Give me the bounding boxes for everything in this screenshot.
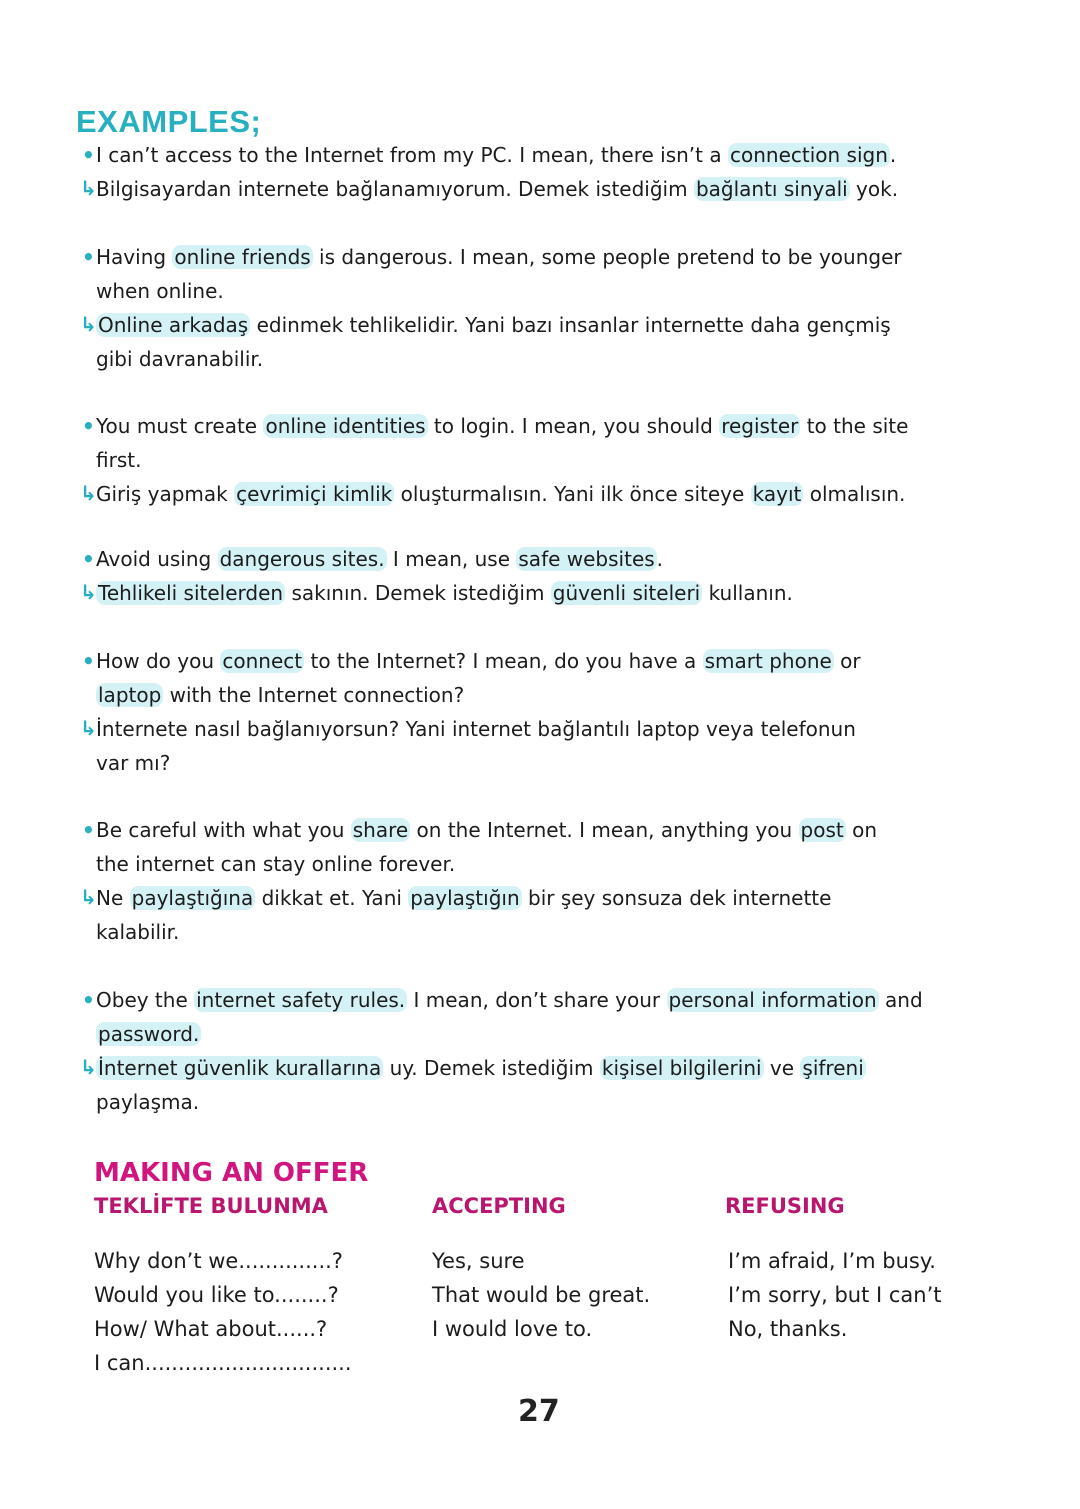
text-segment: uy. Demek istediğim <box>383 1056 600 1080</box>
column-heading-offer: TEKLİFTE BULUNMA <box>94 1194 328 1218</box>
highlighted-term: şifreni <box>802 1056 864 1080</box>
arrow-return-icon: ↳ <box>80 312 97 336</box>
phrase: I can............................... <box>94 1351 352 1375</box>
text-segment: dikkat et. Yani <box>255 886 409 910</box>
text-segment: You must create <box>96 414 264 438</box>
arrow-return-icon: ↳ <box>80 580 97 604</box>
highlighted-term: connection sign <box>729 143 888 167</box>
text-segment: the internet can stay online forever. <box>96 852 456 876</box>
turkish-translation-line <box>80 342 1020 376</box>
highlighted-term: personal information <box>668 988 877 1012</box>
highlighted-term: çevrimiçi kimlik <box>236 482 393 506</box>
turkish-translation-line <box>80 746 1020 780</box>
text-segment: when online. <box>96 279 224 303</box>
bullet-icon: • <box>82 414 95 438</box>
text-segment: on <box>845 818 877 842</box>
text-segment: first. <box>96 448 142 472</box>
highlighted-term: Online arkadaş <box>98 313 249 337</box>
highlighted-term: online friends <box>174 245 311 269</box>
text-segment: on the Internet. I mean, anything you <box>410 818 799 842</box>
text-segment: gibi davranabilir. <box>96 347 264 371</box>
text-segment: oluşturmalısın. Yani ilk önce siteye <box>394 482 751 506</box>
accepting-phrases <box>432 1244 650 1346</box>
making-offer-heading <box>94 1158 368 1188</box>
phrase: Would you like to........? <box>94 1283 339 1307</box>
highlighted-term: güvenli siteleri <box>552 581 701 605</box>
text-segment: sakının. Demek istediğim <box>285 581 551 605</box>
text-segment: I mean, use <box>386 547 517 571</box>
highlighted-term: register <box>721 414 799 438</box>
highlighted-term: laptop <box>98 683 162 707</box>
highlighted-term: online identities <box>265 414 426 438</box>
bullet-icon: • <box>82 143 95 167</box>
text-segment: kullanın. <box>702 581 793 605</box>
text-segment: Giriş yapmak <box>96 482 235 506</box>
text-segment: I can’t access to the Internet from my PC. I mean, there isn’t a <box>96 143 728 167</box>
refusing-phrases <box>728 1244 942 1346</box>
phrase: I’m sorry, but I can’t <box>728 1283 942 1307</box>
example-item <box>80 983 1020 1119</box>
highlighted-term: share <box>352 818 409 842</box>
text-segment: Obey the <box>96 988 195 1012</box>
english-sentence-line <box>80 409 1020 443</box>
highlighted-term: internet safety rules. <box>196 988 406 1012</box>
turkish-translation-line <box>80 1085 1020 1119</box>
english-sentence-line <box>80 274 1020 308</box>
example-item <box>80 644 1020 780</box>
text-segment: and <box>878 988 923 1012</box>
example-item <box>80 542 1020 610</box>
turkish-translation-line <box>80 172 1020 206</box>
arrow-return-icon: ↳ <box>80 481 97 505</box>
highlighted-term: dangerous sites. <box>219 547 385 571</box>
text-segment: Having <box>96 245 173 269</box>
turkish-translation-line <box>80 915 1020 949</box>
highlighted-term: paylaştığına <box>131 886 254 910</box>
text-segment: İnternete nasıl bağlanıyorsun? Yani internet bağlantılı laptop veya telefonun <box>96 717 856 741</box>
page-number: 27 <box>518 1394 560 1429</box>
highlighted-term: post <box>800 818 844 842</box>
text-segment: paylaşma. <box>96 1090 200 1114</box>
offer-title: MAKING AN OFFER <box>94 1158 369 1188</box>
phrase: Why don’t we..............? <box>94 1249 343 1273</box>
highlighted-term: kişisel bilgilerini <box>601 1056 762 1080</box>
text-segment: bir şey sonsuza dek internette <box>521 886 832 910</box>
turkish-translation-line <box>80 1051 1020 1085</box>
bullet-icon: • <box>82 649 95 673</box>
text-segment: kalabilir. <box>96 920 180 944</box>
highlighted-term: safe websites <box>518 547 655 571</box>
phrase: No, thanks. <box>728 1317 848 1341</box>
highlighted-term: password. <box>98 1022 200 1046</box>
phrase: I’m afraid, I’m busy. <box>728 1249 936 1273</box>
example-item <box>80 240 1020 376</box>
text-segment: edinmek tehlikelidir. Yani bazı insanlar internette daha gençmiş <box>250 313 891 337</box>
phrase: Yes, sure <box>432 1249 525 1273</box>
text-segment: Be careful with what you <box>96 818 351 842</box>
turkish-translation-line <box>80 712 1020 746</box>
turkish-translation-line <box>80 881 1020 915</box>
english-sentence-line <box>80 1017 1020 1051</box>
english-sentence-line <box>80 983 1020 1017</box>
turkish-translation-line <box>80 576 1020 610</box>
english-sentence-line <box>80 138 1020 172</box>
bullet-icon: • <box>82 988 95 1012</box>
highlighted-term: kayıt <box>752 482 802 506</box>
column-heading-refusing: REFUSING <box>725 1194 845 1218</box>
text-segment: to the Internet? I mean, do you have a <box>304 649 703 673</box>
text-segment: var mı? <box>96 751 171 775</box>
offer-phrases <box>94 1244 352 1380</box>
text-segment: or <box>833 649 861 673</box>
english-sentence-line <box>80 644 1020 678</box>
phrase: I would love to. <box>432 1317 593 1341</box>
arrow-return-icon: ↳ <box>80 176 97 200</box>
text-segment: with the Internet connection? <box>163 683 465 707</box>
text-segment: ve <box>763 1056 801 1080</box>
examples-title: EXAMPLES; <box>76 104 262 139</box>
english-sentence-line <box>80 240 1020 274</box>
column-heading-accepting: ACCEPTING <box>432 1194 566 1218</box>
highlighted-term: bağlantı sinyali <box>695 177 848 201</box>
turkish-translation-line <box>80 308 1020 342</box>
bullet-icon: • <box>82 818 95 842</box>
text-segment: How do you <box>96 649 221 673</box>
turkish-translation-line <box>80 477 1020 511</box>
text-segment: is dangerous. I mean, some people pretend to be younger <box>312 245 902 269</box>
text-segment: olmalısın. <box>803 482 906 506</box>
phrase: How/ What about......? <box>94 1317 328 1341</box>
english-sentence-line <box>80 813 1020 847</box>
text-segment: Avoid using <box>96 547 218 571</box>
english-sentence-line <box>80 542 1020 576</box>
english-sentence-line <box>80 678 1020 712</box>
arrow-return-icon: ↳ <box>80 885 97 909</box>
bullet-icon: • <box>82 245 95 269</box>
text-segment: . <box>889 143 897 167</box>
example-item <box>80 813 1020 949</box>
text-segment: to login. I mean, you should <box>427 414 720 438</box>
example-item <box>80 138 1020 206</box>
highlighted-term: Tehlikeli sitelerden <box>98 581 284 605</box>
text-segment: yok. <box>849 177 899 201</box>
text-segment: Ne <box>96 886 130 910</box>
text-segment: I mean, don’t share your <box>407 988 667 1012</box>
arrow-return-icon: ↳ <box>80 716 97 740</box>
english-sentence-line <box>80 443 1020 477</box>
highlighted-term: İnternet güvenlik kurallarına <box>98 1056 382 1080</box>
english-sentence-line <box>80 847 1020 881</box>
phrase: That would be great. <box>432 1283 651 1307</box>
highlighted-term: paylaştığın <box>410 886 520 910</box>
bullet-icon: • <box>82 547 95 571</box>
arrow-return-icon: ↳ <box>80 1055 97 1079</box>
highlighted-term: connect <box>222 649 303 673</box>
text-segment: . <box>656 547 664 571</box>
text-segment: to the site <box>800 414 909 438</box>
highlighted-term: smart phone <box>704 649 832 673</box>
example-item <box>80 409 1020 511</box>
text-segment: Bilgisayardan internete bağlanamıyorum. Demek istediğim <box>96 177 694 201</box>
